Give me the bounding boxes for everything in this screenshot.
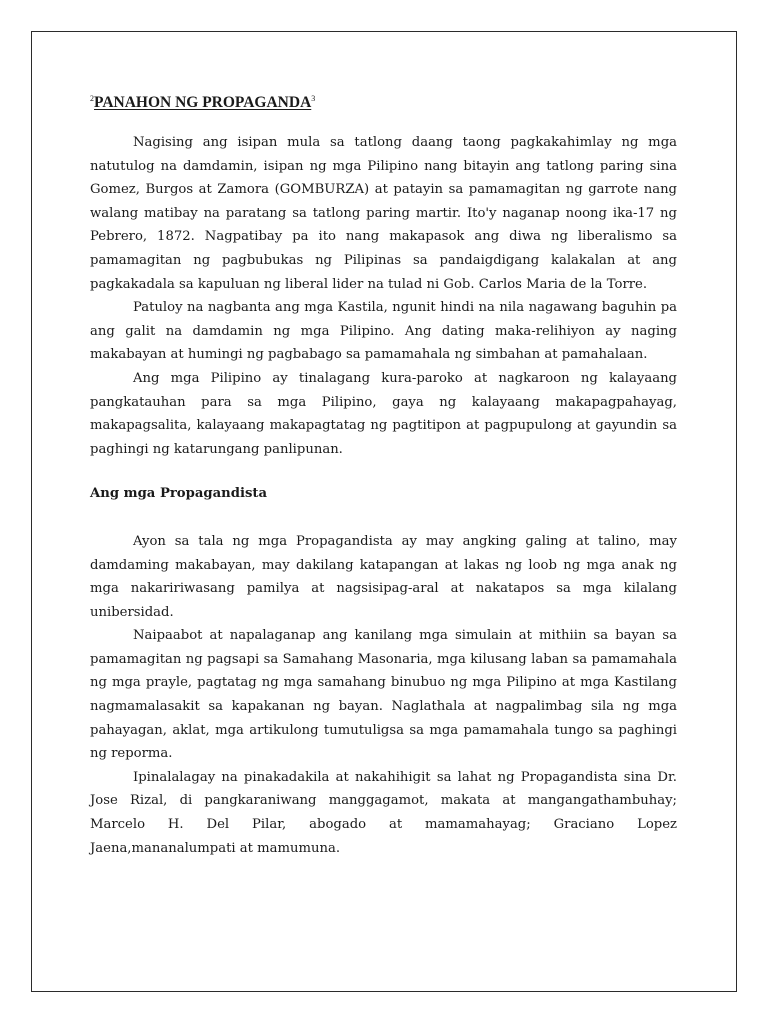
document-body <box>90 92 677 860</box>
page-title <box>90 92 677 114</box>
section-heading: Ang mga Propagandista <box>90 486 268 502</box>
paragraph: Nagising ang isipan mula sa tatlong daang taong pagkakahimlay ng mga natutulog na damdamin, isipan ng mga Pilipino nang bitayin ang tatlong paring sina Gomez, Burgos at Zamora (GOMBURZA) at patayin sa pamamagitan ng garrote nang walang matibay na paratang sa tatlong paring martir. Ito'y naganap noong ika-17 ng Pebrero, 1872. Nagpatibay pa ito nang makapasok ang diwa ng liberalismo sa pamamagitan ng pagbubukas ng Pilipinas sa pandaigdigang kalakalan at ang pagkakadala sa kapuluan ng liberal lider na tulad ni Gob. Carlos Maria de la Torre. <box>90 135 677 292</box>
paragraph: Ang mga Pilipino ay tinalagang kura-paroko at nagkaroon ng kalayaang pangkatauhan para sa mga Pilipino, gaya ng kalayaang makapagpahayag, makapagsalita, kalayaang makapagtatag ng pagtitipon at pagpupulong at gayundin sa paghingi ng katarungang panlipunan. <box>90 370 677 457</box>
title-footnote-marker-left: 2 <box>90 93 94 103</box>
paragraph: Patuloy na nagbanta ang mga Kastila, ngunit hindi na nila nagawang baguhin pa ang galit na damdamin ng mga Pilipino. Ang dating maka-relihiyon ay naging makabayan at humingi ng pagbabago sa pamamahala ng simbahan at pamahalaan. <box>90 300 677 363</box>
paragraph: Naipaabot at napalaganap ang kanilang mga simulain at mithiin sa bayan sa pamamagitan ng pagsapi sa Samahang Masonaria, mga kilusang laban sa pamamahala ng mga prayle, pagtatag ng mga samahang binubuo ng mga Pilipino at mga Kastilang nagmamalasakit sa kapakanan ng bayan. Naglathala at nagpalimbag sila ng mga pahayagan, aklat, mga artikulong tumutuligsa sa mga pamamahala tungo sa paghingi ng reporma. <box>90 628 677 762</box>
paragraph: Ipinalalagay na pinakadakila at nakahihigit sa lahat ng Propagandista sina Dr. Jose Rizal, di pangkaraniwang manggagamot, makata at mangangathambuhay; Marcelo H. Del Pilar, abogado at mamamahayag; Graciano Lopez Jaena,mananalumpati at mamumuna. <box>90 769 677 856</box>
paragraph: Ayon sa tala ng mga Propagandista ay may angking galing at talino, may damdaming makabayan, may dakilang katapangan at lakas ng loob ng mga anak ng mga nakaririwasang pamilya at nagsisipag-aral at nakatapos sa mga kilalang unibersidad. <box>90 533 677 620</box>
title-text: PANAHON NG PROPAGANDA <box>94 94 312 111</box>
title-footnote-marker-right: 3 <box>311 93 316 103</box>
